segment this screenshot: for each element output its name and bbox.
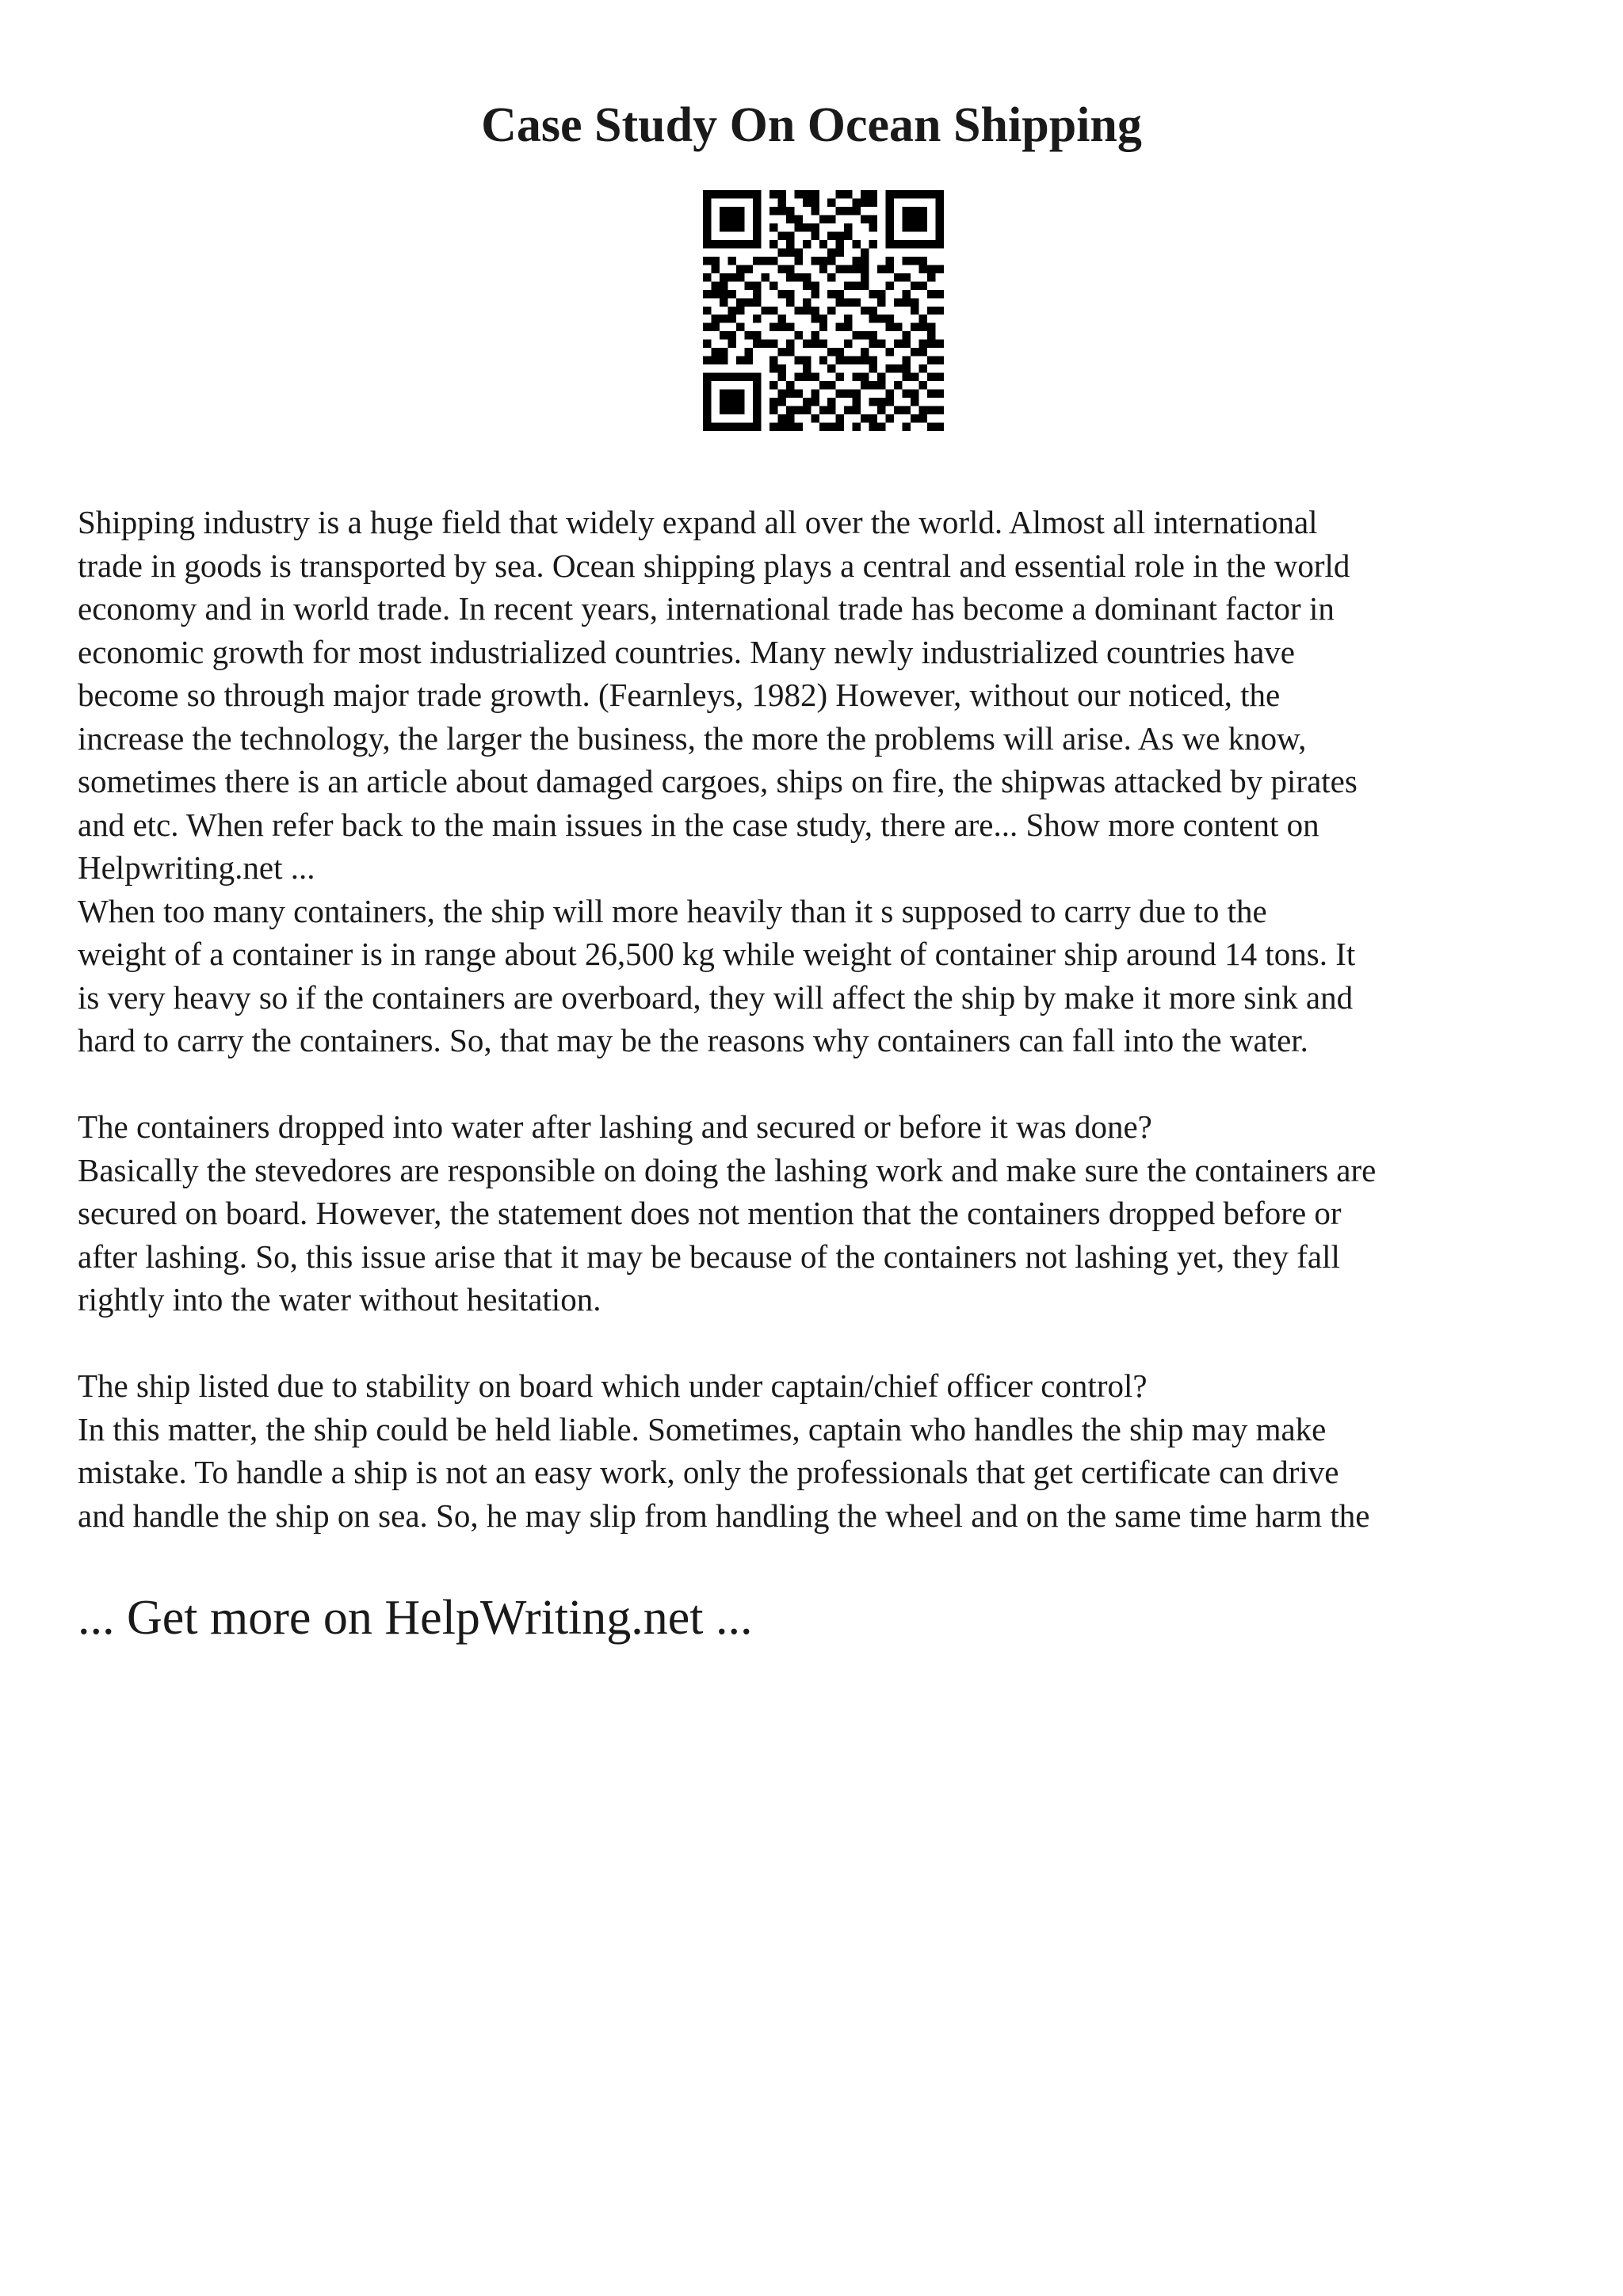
text-line: When too many containers, the ship will more heavily than it s supposed to carry due to the (78, 892, 1267, 929)
text-line: increase the technology, the larger the business, the more the problems will arise. As we know, (78, 719, 1307, 757)
text-line: is very heavy so if the containers are overboard, they will affect the ship by make it more sink and (78, 978, 1354, 1016)
text-line: Shipping industry is a huge field that widely expand all over the world. Almost all international (78, 504, 1318, 540)
text-line: hard to carry the containers. So, that may be the reasons why containers can fall into the water. (78, 1022, 1308, 1058)
article-body (78, 501, 1568, 1537)
text-line: become so through major trade growth. (Fearnleys, 1982) However, without our noticed, the (78, 677, 1281, 713)
get-more-link[interactable]: ... Get more on HelpWriting.net ... (78, 1591, 753, 1645)
text-line: Helpwriting.net ... (78, 849, 315, 886)
text-line: mistake. To handle a ship is not an easy work, only the professionals that get certificate can drive (78, 1454, 1339, 1490)
text-line: sometimes there is an article about damaged cargoes, ships on fire, the shipwas attacked by pirates (78, 763, 1358, 799)
text-line: economy and in world trade. In recent years, international trade has become a dominant factor in (78, 590, 1335, 627)
text-line: economic growth for most industrialized countries. Many newly industrialized countries have (78, 633, 1295, 670)
paragraph-intro (78, 501, 1568, 890)
qr-code-icon (703, 190, 944, 431)
paragraph-spacer (78, 1322, 1568, 1365)
paragraph-stability (78, 1364, 1568, 1537)
text-line: The ship listed due to stability on board which under captain/chief officer control? (78, 1367, 1148, 1404)
text-line: and etc. When refer back to the main issues in the case study, there are... Show more content on (78, 806, 1319, 843)
text-line: In this matter, the ship could be held liable. Sometimes, captain who handles the ship may make (78, 1410, 1327, 1447)
paragraph-spacer (78, 1062, 1568, 1106)
text-line: weight of a container is in range about 26,500 kg while weight of container ship around 14 tons. It (78, 936, 1356, 972)
text-line: rightly into the water without hesitation. (78, 1281, 601, 1318)
text-line: The containers dropped into water after lashing and secured or before it was done? (78, 1108, 1152, 1145)
paragraph-containers-weight (78, 890, 1568, 1062)
text-line: after lashing. So, this issue arise that it may be because of the containers not lashing yet, they fall (78, 1238, 1340, 1275)
document-title: Case Study On Ocean Shipping (481, 98, 1142, 152)
text-line: secured on board. However, the statement does not mention that the containers dropped before or (78, 1195, 1342, 1231)
text-line: and handle the ship on sea. So, he may slip from handling the wheel and on the same time harm the (78, 1497, 1370, 1534)
text-line: Basically the stevedores are responsible on doing the lashing work and make sure the containers are (78, 1151, 1377, 1188)
paragraph-lashing (78, 1105, 1568, 1322)
text-line: trade in goods is transported by sea. Ocean shipping plays a central and essential role in the world (78, 547, 1350, 584)
